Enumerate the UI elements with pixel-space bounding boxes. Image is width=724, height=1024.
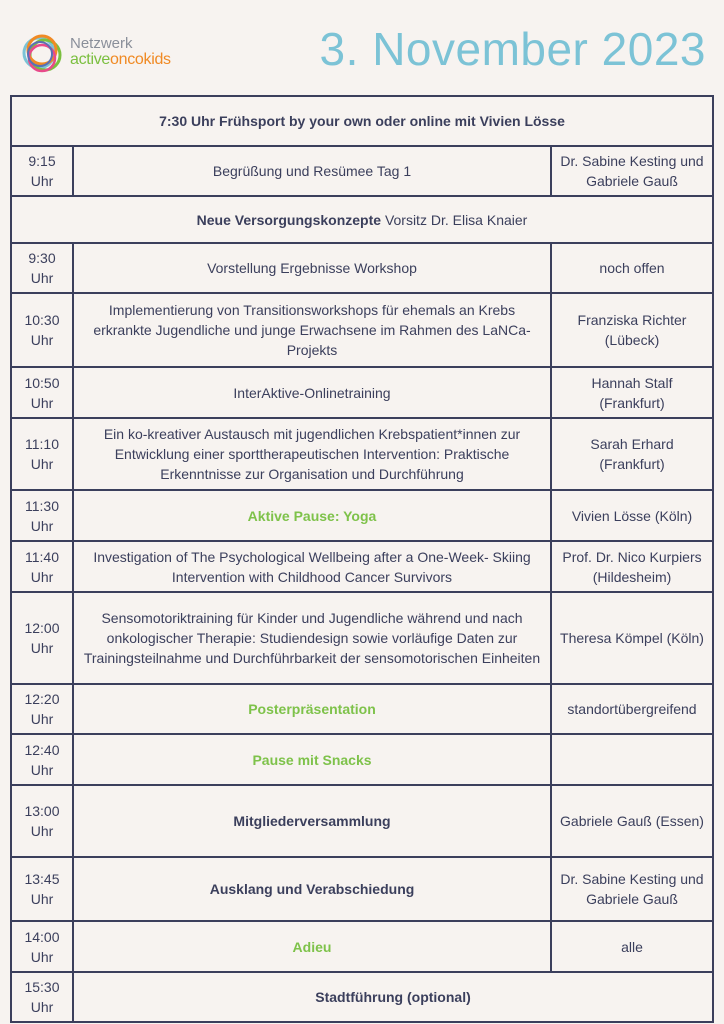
row-title-break: Pause mit Snacks bbox=[73, 734, 551, 785]
row-time: 12:20 Uhr bbox=[11, 684, 73, 734]
table-row bbox=[11, 293, 713, 367]
table-row bbox=[11, 785, 713, 857]
row-speaker: Vivien Lösse (Köln) bbox=[551, 490, 713, 541]
table-row bbox=[11, 857, 713, 921]
table-row bbox=[11, 367, 713, 418]
row-time: 10:50 Uhr bbox=[11, 367, 73, 418]
row-title-meeting: Mitgliederversammlung bbox=[73, 785, 551, 857]
row-speaker: Gabriele Gauß (Essen) bbox=[551, 785, 713, 857]
table-row bbox=[11, 418, 713, 490]
table-row bbox=[11, 972, 713, 1022]
table-row bbox=[11, 243, 713, 293]
row-title: Vorstellung Ergebnisse Workshop bbox=[73, 243, 551, 293]
row-title: InterAktive-Onlinetraining bbox=[73, 367, 551, 418]
row-title-poster: Posterpräsentation bbox=[73, 684, 551, 734]
logo-name: activeoncokids bbox=[70, 51, 171, 68]
table-row bbox=[11, 541, 713, 592]
row-title-farewell: Ausklang und Verabschiedung bbox=[73, 857, 551, 921]
row-time: 15:30 Uhr bbox=[11, 972, 73, 1022]
network-rings-icon bbox=[18, 30, 66, 78]
row-speaker: alle bbox=[551, 921, 713, 972]
row-speaker bbox=[551, 734, 713, 785]
row-time: 10:30 Uhr bbox=[11, 293, 73, 367]
row-time: 9:15 Uhr bbox=[11, 146, 73, 196]
row-speaker: Dr. Sabine Kesting und Gabriele Gauß bbox=[551, 857, 713, 921]
row-time: 11:30 Uhr bbox=[11, 490, 73, 541]
header bbox=[0, 0, 724, 92]
row-title: Implementierung von Transitionsworkshops für ehemals an Krebs erkrankte Jugendliche und junge Erwachsene im Rahmen des LaNCa-Projekts bbox=[73, 293, 551, 367]
row-speaker: Franziska Richter (Lübeck) bbox=[551, 293, 713, 367]
row-time: 13:00 Uhr bbox=[11, 785, 73, 857]
page-date: 3. November 2023 bbox=[319, 23, 706, 75]
row-speaker: Prof. Dr. Nico Kurpiers (Hildesheim) bbox=[551, 541, 713, 592]
row-title: Sensomotoriktraining für Kinder und Jugendliche während und nach onkologischer Therapie: Studiendesign sowie vorläufige Daten zur Trainingsteilnahme und Durchführbarkeit der sensomotorischen Einheiten bbox=[73, 592, 551, 684]
logo-text bbox=[70, 36, 171, 68]
row-speaker: Sarah Erhard (Frankfurt) bbox=[551, 418, 713, 490]
row-time: 12:00 Uhr bbox=[11, 592, 73, 684]
row-time: 12:40 Uhr bbox=[11, 734, 73, 785]
row-title-break: Aktive Pause: Yoga bbox=[73, 490, 551, 541]
row-speaker: Dr. Sabine Kesting und Gabriele Gauß bbox=[551, 146, 713, 196]
row-title: Investigation of The Psychological Wellbeing after a One-Week- Skiing Intervention with Childhood Cancer Survivors bbox=[73, 541, 551, 592]
row-time: 11:40 Uhr bbox=[11, 541, 73, 592]
morning-sport: 7:30 Uhr Frühsport by your own oder online mit Vivien Lösse bbox=[11, 96, 713, 146]
schedule-table bbox=[10, 95, 714, 1023]
table-row bbox=[11, 734, 713, 785]
row-time: 9:30 Uhr bbox=[11, 243, 73, 293]
row-time: 11:10 Uhr bbox=[11, 418, 73, 490]
row-time: 14:00 Uhr bbox=[11, 921, 73, 972]
row-speaker: standortübergreifend bbox=[551, 684, 713, 734]
table-row bbox=[11, 592, 713, 684]
table-row bbox=[11, 146, 713, 196]
schedule-row-morning bbox=[11, 96, 713, 146]
row-title-citytour: Stadtführung (optional) bbox=[73, 972, 713, 1022]
table-row bbox=[11, 490, 713, 541]
section-header-row bbox=[11, 196, 713, 243]
row-time: 13:45 Uhr bbox=[11, 857, 73, 921]
row-title: Begrüßung und Resümee Tag 1 bbox=[73, 146, 551, 196]
section-title: Neue Versorgungskonzepte Vorsitz Dr. Elisa Knaier bbox=[11, 196, 713, 243]
table-row bbox=[11, 921, 713, 972]
row-title: Ein ko-kreativer Austausch mit jugendlichen Krebspatient*innen zur Entwicklung einer sporttherapeutischen Intervention: Praktische Erkenntnisse zur Organisation und Durchführung bbox=[73, 418, 551, 490]
logo-network: Netzwerk bbox=[70, 35, 133, 52]
row-speaker: noch offen bbox=[551, 243, 713, 293]
row-speaker: Hannah Stalf (Frankfurt) bbox=[551, 367, 713, 418]
table-row bbox=[11, 684, 713, 734]
row-title-adieu: Adieu bbox=[73, 921, 551, 972]
row-speaker: Theresa Kömpel (Köln) bbox=[551, 592, 713, 684]
